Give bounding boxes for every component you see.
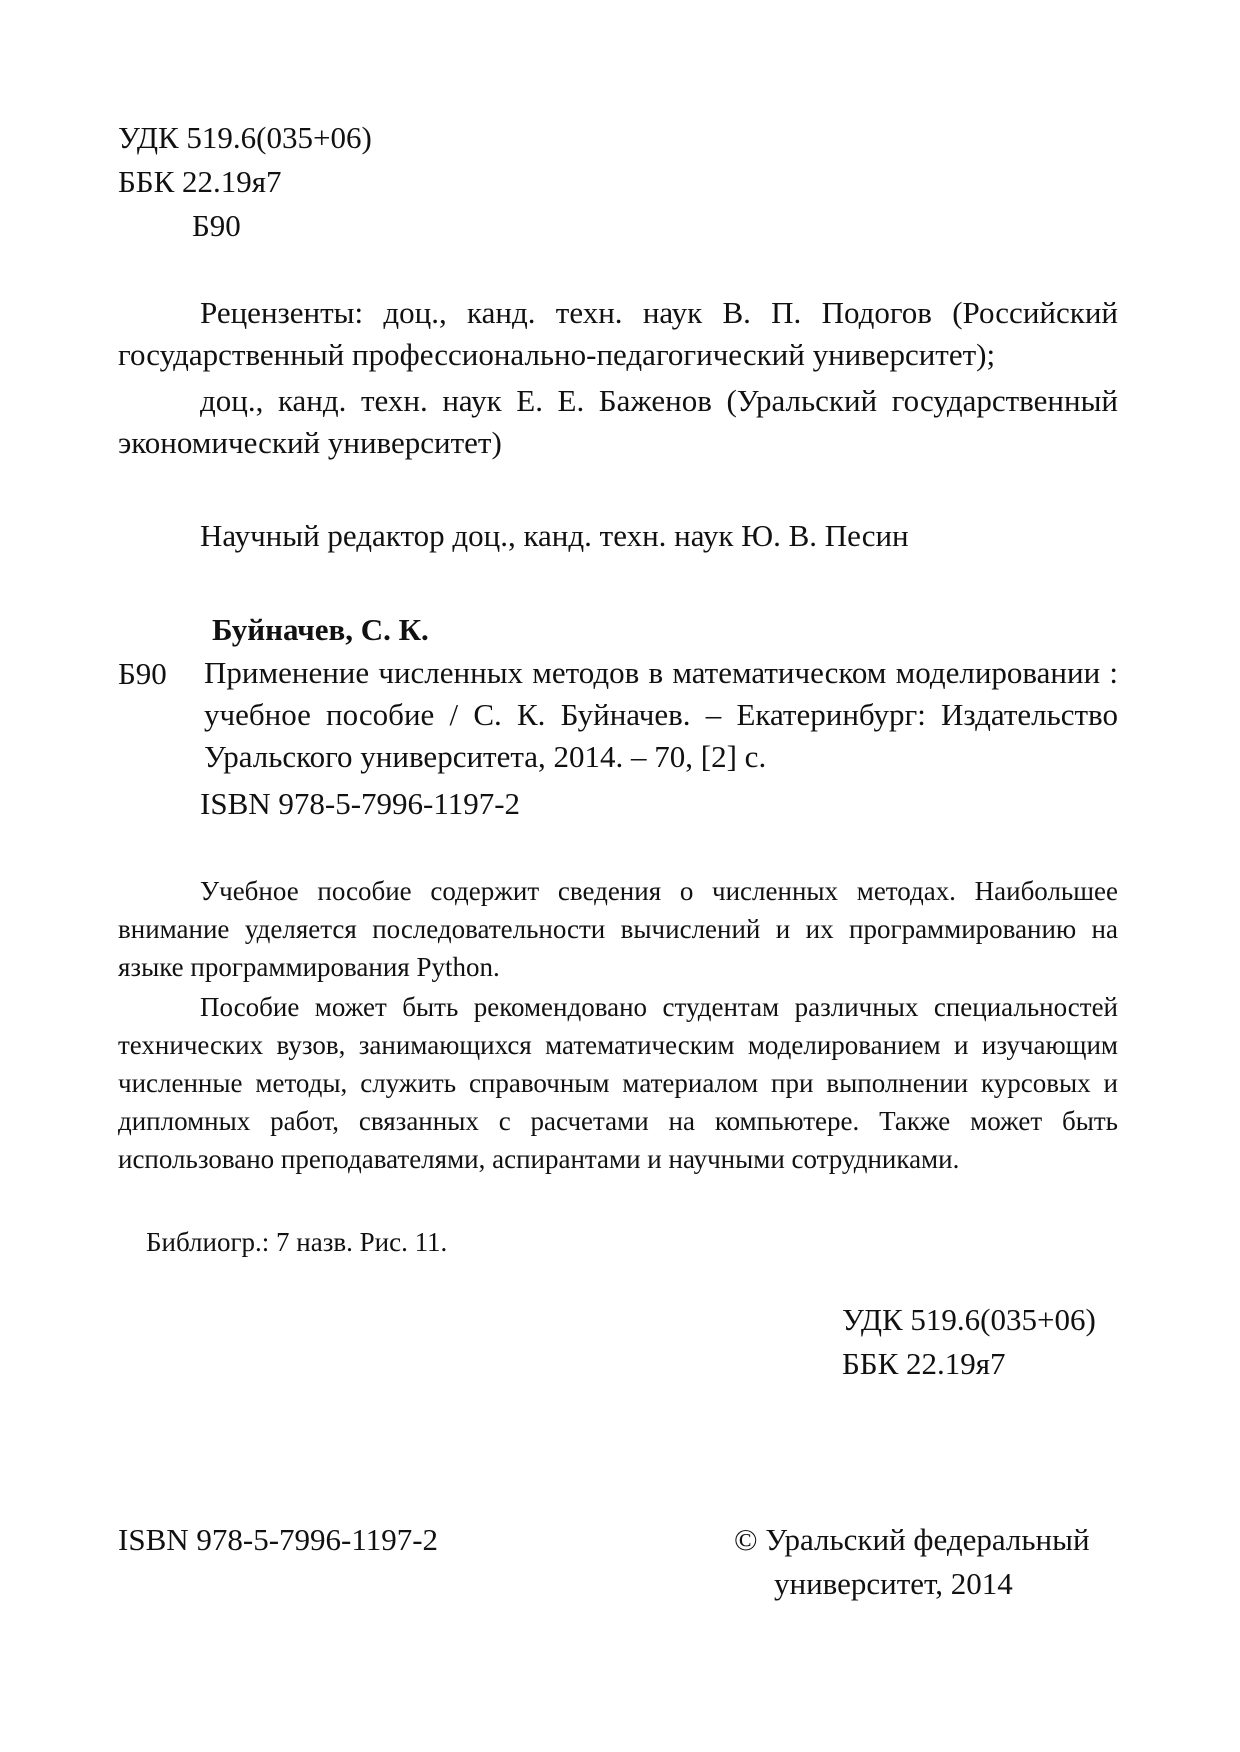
annotation-paragraph-1: Учебное пособие содержит сведения о численных методах. Наибольшее внимание уделяется последовательности вычислений и их программированию на языке программирования Python.: [118, 876, 1118, 982]
annotation-paragraph-2: Пособие может быть рекомендовано студентам различных специальностей технических вузов, занимающихся математическим моделированием и изучающим численные методы, служить справочным материалом при выполнении курсовых и дипломных работ, связанных с расчетами на компьютере. Также может быть использовано преподавателями, аспирантами и научными сотрудниками.: [118, 992, 1118, 1174]
citation-code: Б90: [118, 656, 167, 691]
citation-isbn: ISBN 978-5-7996-1197-2: [200, 786, 521, 821]
footer-udk-code: УДК 519.6(035+06): [842, 1302, 1096, 1337]
reviewers-primary: Рецензенты: доц., канд. техн. наук В. П. Подогов (Российский государственный профессионально-педагогический университет);: [118, 295, 1118, 372]
reviewers-secondary: доц., канд. техн. наук Е. Е. Баженов (Уральский государственный экономический университет): [118, 383, 1118, 460]
bottom-isbn: ISBN 978-5-7996-1197-2: [118, 1522, 439, 1557]
udk-code: УДК 519.6(035+06): [118, 120, 372, 155]
copyright-line-1: © Уральский федеральный: [734, 1522, 1090, 1557]
author-sign: Б90: [192, 208, 241, 243]
citation-body: Применение численных методов в математическом моделировании : учебное пособие / С. К. Буйначев. – Екатеринбург: Издательство Уральского университета, 2014. – 70, [2] с.: [204, 655, 1118, 774]
citation-author: Буйначев, С. К.: [212, 612, 429, 647]
bbk-code: ББК 22.19я7: [118, 164, 282, 199]
footer-bbk-code: ББК 22.19я7: [842, 1346, 1006, 1381]
scientific-editor: Научный редактор доц., канд. техн. наук Ю. В. Песин: [200, 518, 909, 553]
bibliography-note: Библиогр.: 7 назв. Рис. 11.: [146, 1227, 448, 1257]
copyright-line-2: университет, 2014: [774, 1566, 1013, 1601]
